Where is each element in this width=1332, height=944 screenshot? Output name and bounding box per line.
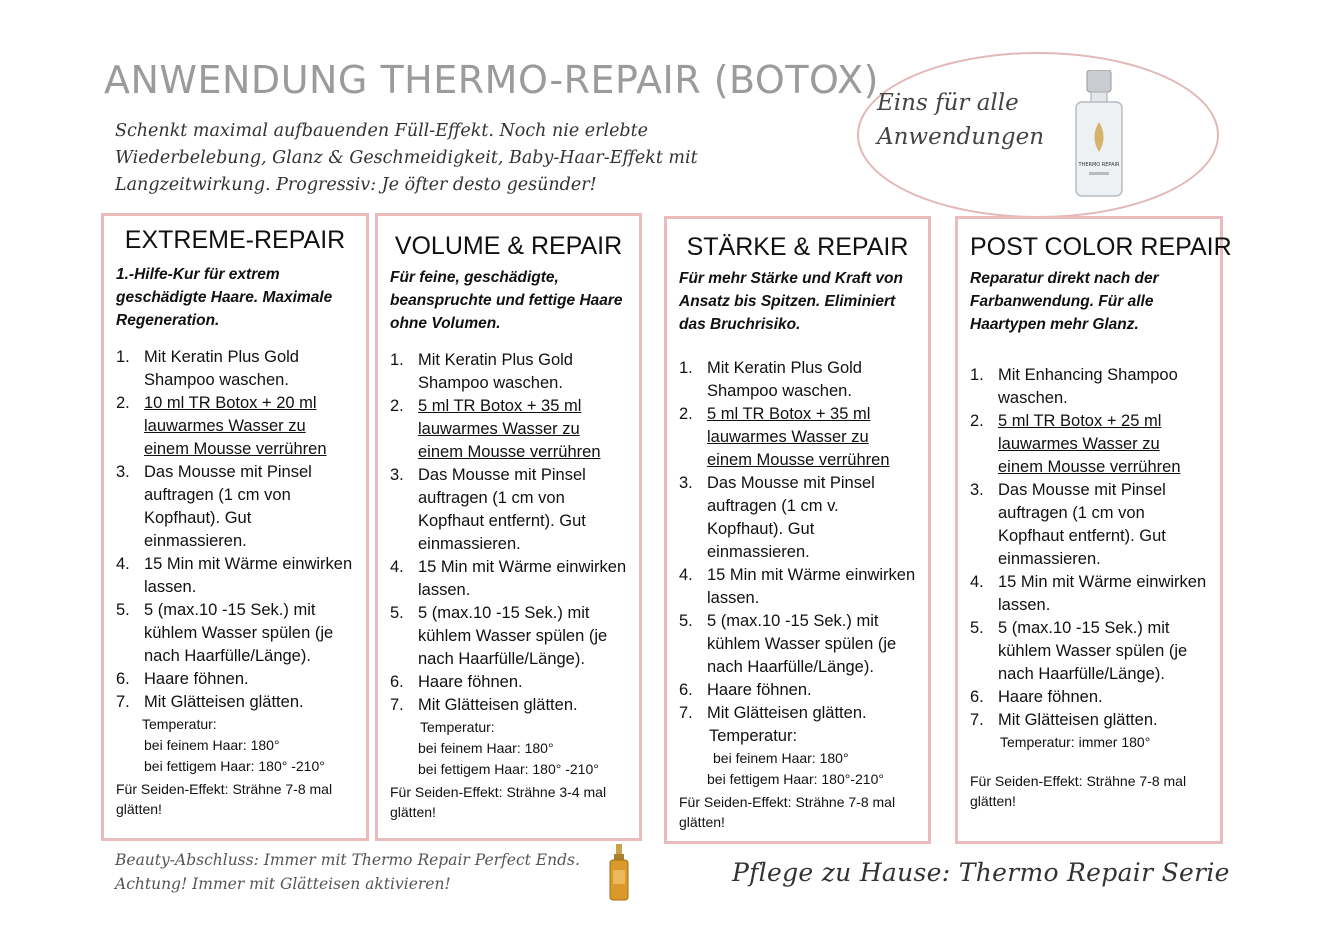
step-item: 3. Das Mousse mit Pinsel auftragen (1 cm von Kopfhaut entfernt). Gut einmassieren. bbox=[390, 466, 586, 553]
temp-line: bei feinem Haar: 180° bbox=[418, 740, 554, 756]
temp-label: Temperatur: bbox=[709, 727, 798, 745]
intro-text: Schenkt maximal aufbauenden Füll-Effekt. Noch nie erlebte Wiederbelebung, Glanz & Geschmeidigkeit, Baby-Haar-Effekt mit Langzeitwirkung. Progressiv: Je öfter desto gesünder! bbox=[115, 121, 698, 195]
temp-line: bei fettigem Haar: 180° -210° bbox=[144, 758, 325, 774]
step-item: 6. Haare föhnen. bbox=[970, 688, 1103, 706]
step-item: 6. Haare föhnen. bbox=[390, 673, 523, 691]
step-item: 5. 5 (max.10 -15 Sek.) mit kühlem Wasser spülen (je nach Haarfülle/Länge). bbox=[679, 612, 897, 676]
step-item: 3. Das Mousse mit Pinsel auftragen (1 cm von Kopfhaut entfernt). Gut einmassieren. bbox=[970, 481, 1166, 568]
footer-line-2: Achtung! Immer mit Glätteisen aktivieren! bbox=[115, 875, 451, 893]
step-item: 4. 15 Min mit Wärme einwirken lassen. bbox=[390, 558, 627, 599]
oval-line-2: Anwendungen bbox=[877, 124, 1045, 150]
step-item: 5. 5 (max.10 -15 Sek.) mit kühlem Wasser spülen (je nach Haarfülle/Länge). bbox=[390, 604, 608, 668]
step-item: 4. 15 Min mit Wärme einwirken lassen. bbox=[970, 573, 1207, 614]
card-volume-repair bbox=[375, 213, 642, 841]
step-item: 2. 5 ml TR Botox + 35 ml lauwarmes Wasser zu einem Mousse verrühren bbox=[390, 397, 601, 461]
steps-list bbox=[390, 349, 627, 717]
temp-line: bei feinem Haar: 180° bbox=[713, 750, 849, 766]
home-care-note: Pflege zu Hause: Thermo Repair Serie bbox=[732, 858, 1230, 887]
oval-text bbox=[877, 86, 1044, 154]
step-item: 2. 10 ml TR Botox + 20 ml lauwarmes Wasser zu einem Mousse verrühren bbox=[116, 394, 327, 458]
silk-effect-note: Für Seiden-Effekt: Strähne 7-8 mal glätten! bbox=[970, 773, 1187, 809]
oval-line-1: Eins für alle bbox=[877, 90, 1019, 116]
temp-label: Temperatur: bbox=[142, 716, 217, 732]
card-post-color-repair bbox=[955, 216, 1232, 844]
step-item: 1. Mit Keratin Plus Gold Shampoo waschen. bbox=[116, 348, 299, 389]
vial-label: THERMO REPAIR bbox=[1078, 162, 1120, 168]
temp-line: bei fettigem Haar: 180°-210° bbox=[707, 771, 884, 787]
card-heading: STÄRKE & REPAIR bbox=[686, 233, 909, 261]
card-heading: POST COLOR REPAIR bbox=[970, 233, 1232, 261]
step-item: 5. 5 (max.10 -15 Sek.) mit kühlem Wasser spülen (je nach Haarfülle/Länge). bbox=[970, 619, 1188, 683]
step-item: 7. Mit Glätteisen glätten. bbox=[390, 696, 578, 714]
step-item: 5. 5 (max.10 -15 Sek.) mit kühlem Wasser spülen (je nach Haarfülle/Länge). bbox=[116, 601, 334, 665]
card-lead: Für mehr Stärke und Kraft von Ansatz bis Spitzen. Eliminiert das Bruchrisiko. bbox=[679, 270, 903, 333]
step-item: 7. Mit Glätteisen glätten. bbox=[116, 693, 304, 711]
silk-effect-note: Für Seiden-Effekt: Strähne 7-8 mal glätten! bbox=[116, 781, 333, 817]
step-item: 2. 5 ml TR Botox + 25 ml lauwarmes Wasser zu einem Mousse verrühren bbox=[970, 412, 1181, 476]
temp-line: bei feinem Haar: 180° bbox=[144, 737, 280, 753]
steps-list bbox=[970, 364, 1208, 732]
step-item: 4. 15 Min mit Wärme einwirken lassen. bbox=[116, 555, 353, 596]
step-item: 6. Haare föhnen. bbox=[116, 670, 249, 688]
card-heading: VOLUME & REPAIR bbox=[394, 232, 623, 260]
card-lead: 1.-Hilfe-Kur für extrem geschädigte Haare. Maximale Regeneration. bbox=[116, 266, 333, 329]
step-item: 1. Mit Enhancing Shampoo waschen. bbox=[970, 366, 1178, 407]
silk-effect-note: Für Seiden-Effekt: Strähne 7-8 mal glätten! bbox=[679, 794, 896, 830]
step-item: 3. Das Mousse mit Pinsel auftragen (1 cm v. Kopfhaut). Gut einmassieren. bbox=[679, 474, 875, 561]
step-item: 4. 15 Min mit Wärme einwirken lassen. bbox=[679, 566, 916, 607]
card-heading: EXTREME-REPAIR bbox=[124, 226, 346, 254]
temp-label: Temperatur: immer 180° bbox=[1000, 734, 1151, 750]
card-lead: Reparatur direkt nach der Farbanwendung. Für alle Haartypen mehr Glanz. bbox=[970, 270, 1159, 333]
steps-list bbox=[116, 346, 354, 714]
step-item: 7. Mit Glätteisen glätten. bbox=[970, 711, 1158, 729]
temp-label: Temperatur: bbox=[420, 719, 495, 735]
step-item: 7. Mit Glätteisen glätten. bbox=[679, 704, 867, 722]
footer-notes bbox=[115, 848, 580, 896]
temp-line: bei fettigem Haar: 180° -210° bbox=[418, 761, 599, 777]
page-title: ANWENDUNG THERMO-REPAIR (BOTOX) bbox=[104, 58, 879, 102]
silk-effect-note: Für Seiden-Effekt: Strähne 3-4 mal glätten! bbox=[390, 784, 607, 820]
card-lead: Für feine, geschädigte, beanspruchte und fettige Haare ohne Volumen. bbox=[390, 269, 623, 332]
step-item: 1. Mit Keratin Plus Gold Shampoo waschen. bbox=[679, 359, 862, 400]
vial-product-image bbox=[1073, 70, 1125, 198]
step-item: 1. Mit Keratin Plus Gold Shampoo waschen. bbox=[390, 351, 573, 392]
step-item: 3. Das Mousse mit Pinsel auftragen (1 cm von Kopfhaut). Gut einmassieren. bbox=[116, 463, 312, 550]
steps-list bbox=[679, 357, 916, 725]
footer-line-1: Beauty-Abschluss: Immer mit Thermo Repair Perfect Ends. bbox=[115, 851, 580, 869]
step-item: 6. Haare föhnen. bbox=[679, 681, 812, 699]
perfect-ends-bottle-image bbox=[608, 844, 630, 902]
step-item: 2. 5 ml TR Botox + 35 ml lauwarmes Wasser zu einem Mousse verrühren bbox=[679, 405, 890, 469]
card-extreme-repair bbox=[101, 213, 369, 841]
card-staerke-repair bbox=[664, 216, 931, 844]
